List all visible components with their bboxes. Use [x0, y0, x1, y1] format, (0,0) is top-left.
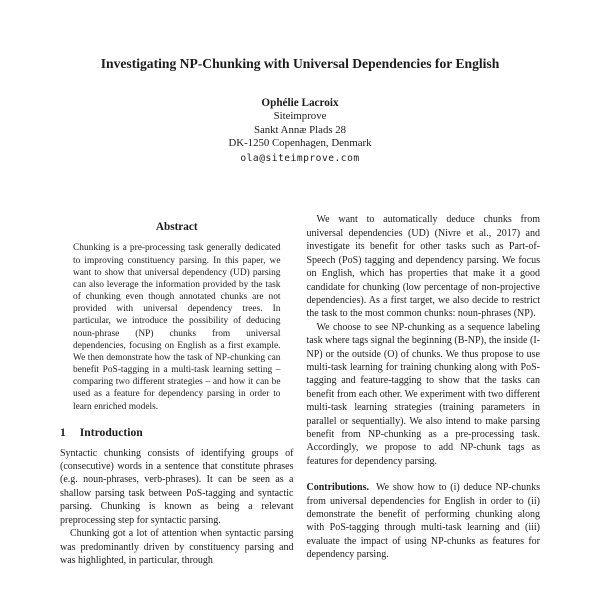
introduction-paragraph-2: Chunking got a lot of attention when syntactic parsing was predominantly driven by constituency parsing and was highlighted, in particular, through — [60, 528, 294, 566]
right-column — [307, 213, 541, 567]
abstract-section — [60, 221, 294, 412]
author-address-line1: Sankt Annæ Plads 28 — [253, 123, 347, 136]
author-email: ola@siteimprove.com — [240, 152, 360, 164]
section-number: 1 — [60, 425, 66, 439]
right-column-paragraph-2: We choose to see NP-chunking as a sequence labeling task where tags signal the beginning (B-NP), the inside (I-NP) or the outside (O) of chunks. We thus propose to use multi-task learning for training chunking along with PoS-tagging and feature-tagging to show that the tasks can benefit from each other. We experiment with two different multi-task learning strategies (training parameters in parallel or sequentially). We also intend to make parsing benefit from NP-chunking as a pre-processing task. Accordingly, we propose to add NP-chunk tags as features for dependency parsing. — [306, 321, 540, 467]
left-column — [60, 213, 294, 567]
abstract-heading: Abstract — [155, 221, 198, 234]
section-title: Introduction — [79, 425, 143, 439]
introduction-paragraph-1: Syntactic chunking consists of identifying groups of (consecutive) words in a sentence that constitute phrases (e.g. noun-phrases, verb-phrases). It can be seen as a shallow parsing task between PoS-tagging and syntactic parsing. Chunking is known as being a relevant preprocessing step for syntactic parsing. — [60, 447, 294, 526]
author-affiliation: Siteimprove — [273, 110, 327, 123]
author-name: Ophélie Lacroix — [261, 96, 339, 109]
author-block — [60, 97, 540, 166]
section-heading-introduction — [60, 426, 294, 439]
contributions-paragraph — [307, 481, 541, 561]
paper-title: Investigating NP-Chunking with Universal Dependencies for English — [100, 56, 500, 71]
author-address-line2: DK-1250 Copenhagen, Denmark — [228, 137, 372, 150]
two-column-body — [60, 213, 540, 567]
abstract-text: Chunking is a pre-processing task generally dedicated to improving constituency parsing. In this paper, we want to show that universal dependency (UD) parsing can also leverage the information provided by the task of chunking even though annotated chunks are not provided with universal dependency trees. In particular, we introduce the possibility of deducing noun-phrase (NP) chunks from universal dependencies, focusing on English as a first example. We then demonstrate how the task of NP-chunking can benefit PoS-tagging in a multi-task learning setting – comparing two different strategies – and how it can be used as a feature for dependency parsing in order to learn enriched models. — [73, 243, 281, 412]
contributions-text: We show how to (i) deduce NP-chunks from universal dependencies for English in order to (ii) demonstrate the benefit of performing chunking along with PoS-tagging through multi-task learning and (iii) evaluate the impact of using NP-chunks as features for dependency parsing. — [306, 482, 540, 561]
right-column-paragraph-1: We want to automatically deduce chunks from universal dependencies (UD) (Nivre et al., 2017) and investigate its benefit for other tasks such as Part-of-Speech (PoS) tagging and dependency parsing. We focus on English, which has properties that make it a good candidate for chunking (low percentage of non-projective dependencies). As a first target, we also decide to restrict the task to the most common chunks: noun-phrases (NP). — [306, 214, 540, 320]
contributions-label: Contributions. — [306, 482, 370, 494]
